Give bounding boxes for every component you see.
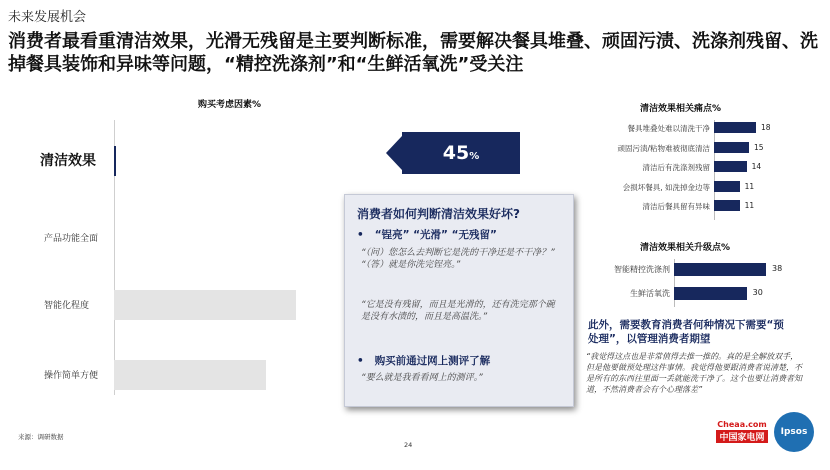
infobox-title: 消费者如何判断清洁效果好坏?	[357, 207, 520, 221]
section-label: 未来发展机会	[8, 10, 87, 25]
left-bar-label: 智能化程度	[44, 301, 90, 311]
pain-bar	[714, 161, 747, 172]
pain-bar-value: 11	[744, 181, 755, 191]
left-bar	[114, 360, 266, 390]
education-note: 此外，需要教育消费者何种情况下需要“预处理”，以管理消费者期望	[588, 319, 784, 345]
infobox-bullet-2: • 购买前通过网上测评了解	[357, 355, 491, 367]
source-note: 来源：调研数据	[18, 433, 64, 441]
cheaa-logo: Cheaa.com 中国家电网	[717, 420, 767, 443]
ipsos-logo: Ipsos	[774, 412, 814, 452]
callout-value: 45	[442, 142, 470, 164]
pain-bar-value: 11	[744, 201, 755, 210]
left-bar-highlight	[114, 146, 116, 176]
pain-bar	[714, 122, 756, 133]
callout-45	[402, 132, 520, 174]
infobox-bullet-1: • “锃亮” “光滑” “无残留”	[357, 229, 497, 241]
judgement-infobox	[344, 194, 574, 407]
left-chart-title: 购买考虑因素%	[198, 100, 262, 110]
infobox-quote-3: “要么就是我看看网上的测评。”	[361, 373, 483, 383]
left-bar-label: 清洁效果	[40, 153, 96, 169]
pain-bar-label: 会损坏餐具, 如洗掉金边等	[622, 182, 710, 192]
pain-bar-label: 清洁后餐具留有异味	[642, 202, 710, 211]
pain-bar-label: 清洁后有洗涤剂残留	[642, 163, 710, 172]
page-number: 24	[404, 441, 413, 449]
consumer-quote: “我觉得这点也是非常值得去推一推的。真的是全解放双手，但是他要做预处理这件事情。我觉得他要跟消费者说清楚，不是所有的东西往里面一丢就能洗干净了。这个也要让消费者知道，不然消费者会有个心理落差”	[586, 352, 802, 394]
upgrade-bar-label: 生鲜活氧洗	[630, 289, 670, 298]
pain-bar-value: 18	[761, 123, 771, 132]
upgrade-bar-value: 30	[752, 288, 763, 297]
infobox-quote-2: “它是没有残留，而且是光滑的，还有洗完那个碗是没有水渍的，而且是高温洗。”	[361, 300, 555, 322]
upgrade-bar-label: 智能精控洗涤剂	[614, 265, 670, 274]
pain-bar-value: 14	[751, 162, 762, 171]
upgrade-bar-value: 38	[772, 264, 783, 273]
left-bar-label: 产品功能全面	[44, 234, 99, 244]
pain-bar-label: 餐具堆叠处难以清洗干净	[627, 124, 710, 133]
pain-bar	[714, 200, 740, 211]
bullet-dot-icon: •	[357, 229, 375, 241]
bullet-dot-icon: •	[357, 355, 375, 367]
left-bar	[114, 290, 296, 320]
pain-bar	[714, 181, 740, 192]
infobox-quote-1: “（问）您怎么去判断它是洗的干净还是不干净？” “（答）就是你洗完锃亮。”	[361, 248, 555, 270]
pain-bar-label: 顽固污渍/粘物难被彻底清洁	[617, 143, 710, 153]
pain-chart-title: 清洁效果相关痛点%	[640, 104, 722, 114]
upgrade-chart-title: 清洁效果相关升级点%	[640, 243, 731, 253]
upgrade-bar	[674, 287, 747, 300]
headline: 消费者最看重清洁效果，光滑无残留是主要判断标准，需要解决餐具堆叠、顽固污渍、洗涤剂残留、洗掉餐具装饰和异味等问题，“精控洗涤剂”和“生鲜活氧洗”受关注	[8, 31, 818, 75]
upgrade-bar	[674, 263, 766, 276]
left-bar-label: 操作简单方便	[44, 371, 99, 381]
pain-bar-value: 15	[754, 142, 764, 152]
pain-bar	[714, 142, 749, 153]
callout-unit: %	[469, 151, 480, 162]
